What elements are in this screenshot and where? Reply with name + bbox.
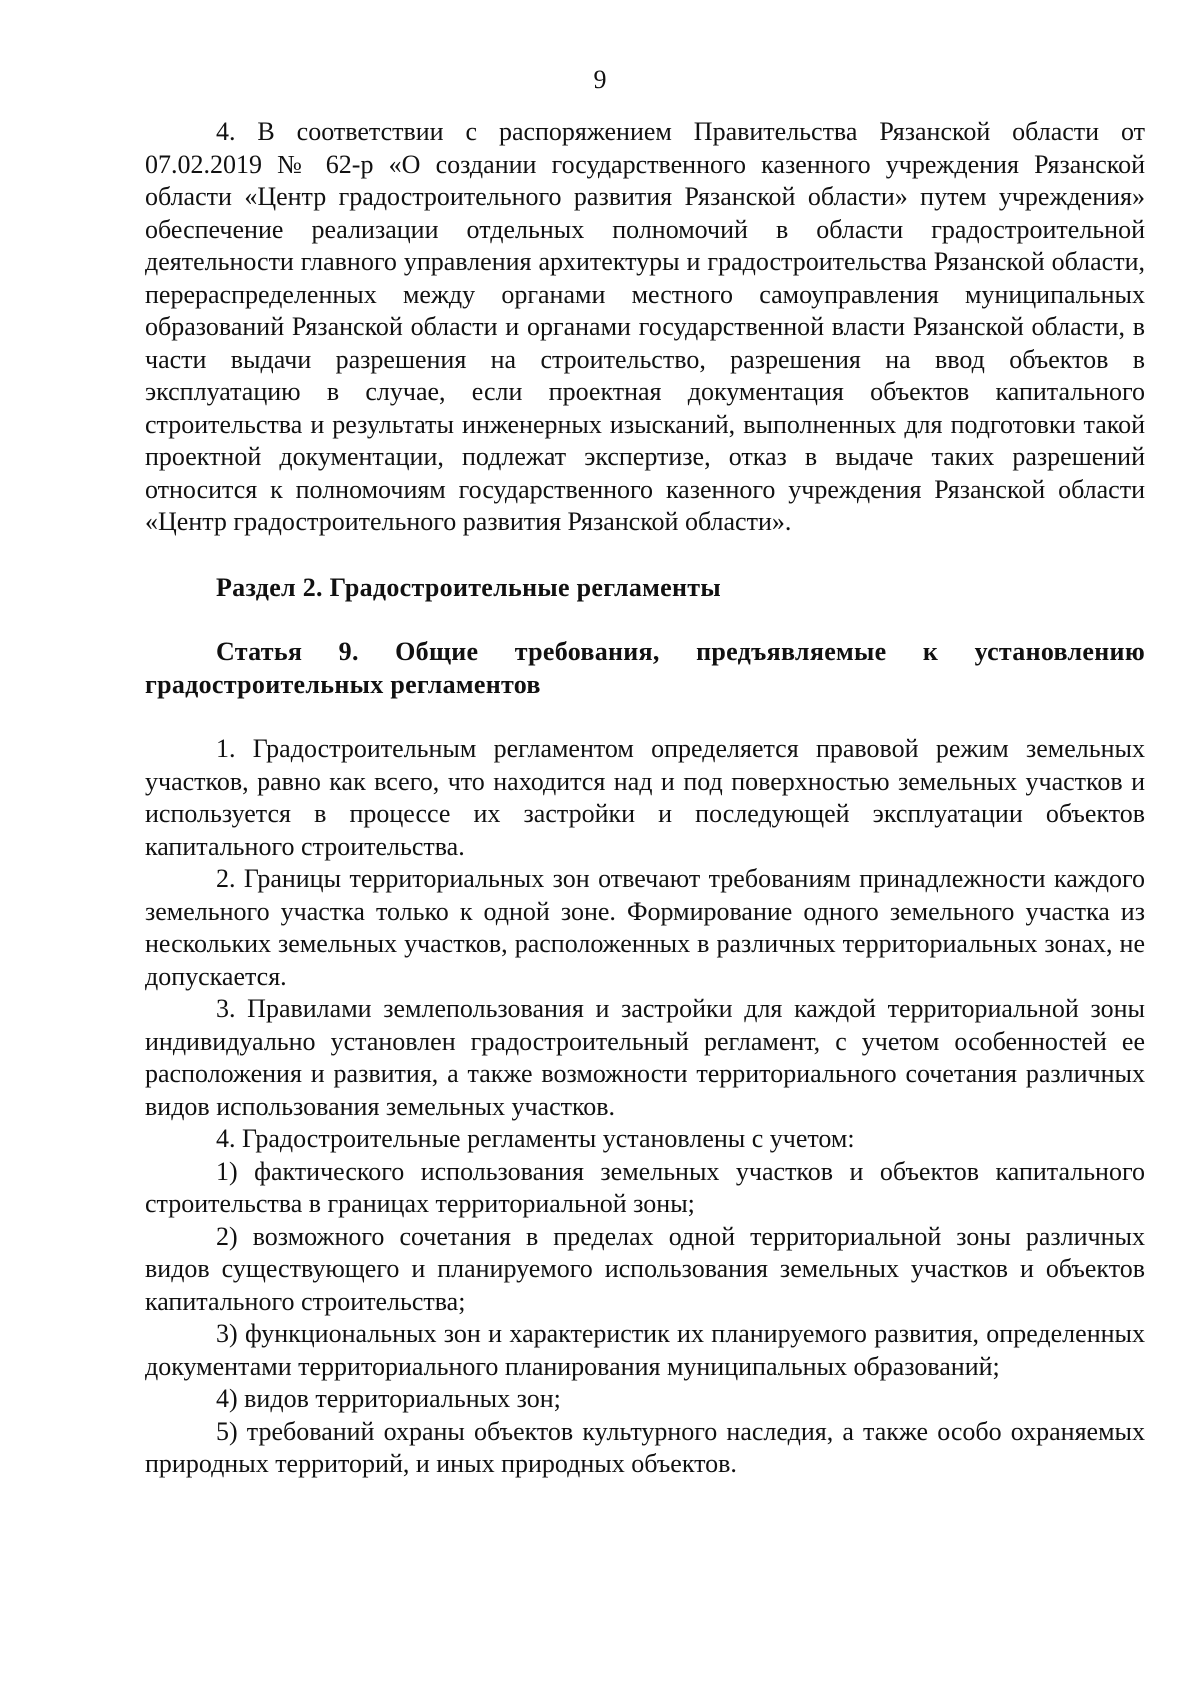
list-item: 1) фактического использования земельных участков и объектов капитального строительства в границах территориальной зоны; [145,1156,1145,1218]
intro-paragraph: 4. В соответствии с распоряжением Правительства Рязанской области от 07.02.2019 № 62-р «О создании государственного казенного учреждения Рязанской области «Центр градостроительного развития Рязанской области» путем учреждения» обеспечение реализации отдельных полномочий в области градостроительной деятельности главного управления архитектуры и градостроительства Рязанской области, перераспределенных между органами местного самоуправления муниципальных образований Рязанской области и органами государственной власти Рязанской области, в части выдачи разрешения на строительство, разрешения на ввод объектов в эксплуатацию в случае, если проектная документация объектов капитального строительства и результаты инженерных изысканий, выполненных для подготовки такой проектной документации, подлежат экспертизе, отказ в выдаче таких разрешений относится к полномочиям государственного казенного учреждения Рязанской области «Центр градостроительного развития Рязанской области». [145,117,1145,536]
page-number: 9 [593,65,607,94]
list-item: 2) возможного сочетания в пределах одной территориальной зоны различных видов существующего и планируемого использования земельных участков и объектов капитального строительства; [145,1221,1145,1316]
article-title: Статья 9. Общие требования, предъявляемые к установлению градостроительных регламентов [145,637,1145,699]
list-item: 4) видов территориальных зон; [216,1384,561,1413]
article-paragraph: 4. Градостроительные регламенты установлены с учетом: [216,1124,855,1153]
document-body [145,116,1145,1481]
article-paragraph: 3. Правилами землепользования и застройки для каждой территориальной зоны индивидуально установлен градостроительный регламент, с учетом особенностей ее расположения и развития, а также возможности территориального сочетания различных видов использования земельных участков. [145,994,1145,1121]
section-title: Раздел 2. Градостроительные регламенты [216,572,721,602]
list-item: 3) функциональных зон и характеристик их планируемого развития, определенных документами территориального планирования муниципальных образований; [145,1319,1145,1381]
article-paragraph: 1. Градостроительным регламентом определяется правовой режим земельных участков, равно как всего, что находится над и под поверхностью земельных участков и используется в процессе их застройки и последующей эксплуатации объектов капитального строительства. [145,734,1145,861]
list-item: 5) требований охраны объектов культурного наследия, а также особо охраняемых природных территорий, и иных природных объектов. [145,1416,1145,1478]
article-paragraph: 2. Границы территориальных зон отвечают требованиям принадлежности каждого земельного участка только к одной зоне. Формирование одного земельного участка из нескольких земельных участков, расположенных в различных территориальных зонах, не допускается. [145,864,1145,991]
